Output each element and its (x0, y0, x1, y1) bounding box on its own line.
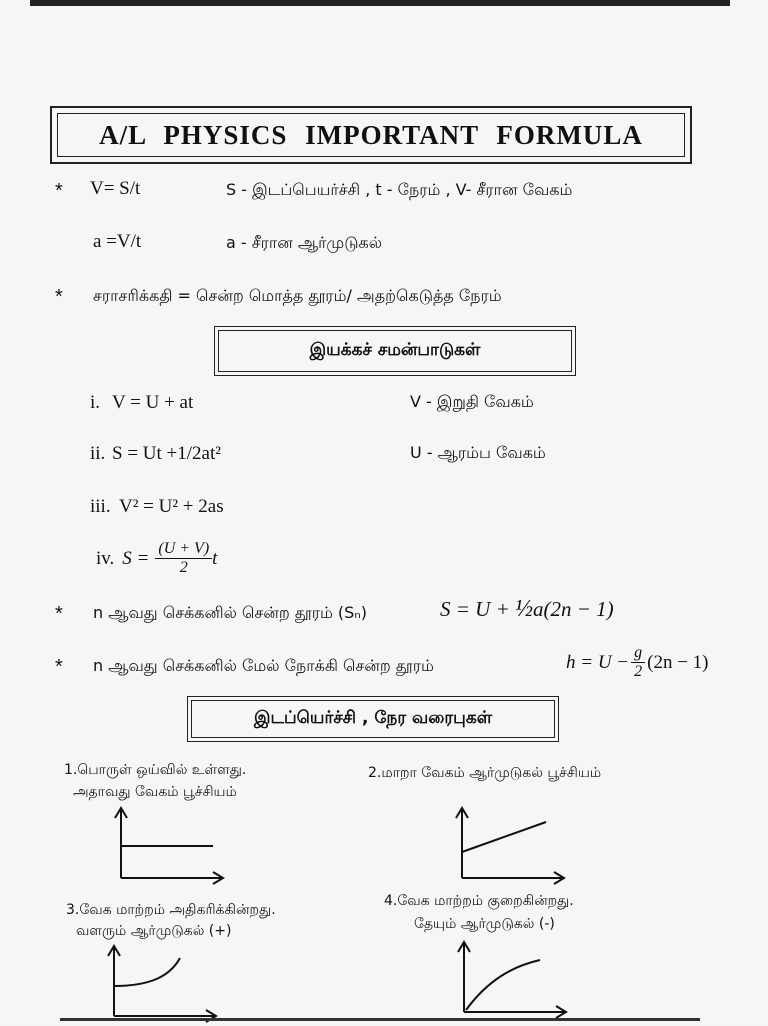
graph-4-label: 4.வேக மாற்றம் குறைகின்றது. (384, 893, 574, 909)
equation-3: V² = U² + 2as (119, 496, 224, 517)
graph-constant-velocity (446, 800, 576, 890)
equation-4-fraction (155, 540, 212, 577)
equation-1: V = U + at (112, 392, 194, 413)
graph-increasing-acceleration (98, 936, 228, 1026)
graph-rest (105, 800, 235, 890)
graph-decreasing-acceleration (448, 930, 578, 1020)
graph-4-sublabel: தேயும் ஆர்முடுகல் (-) (414, 916, 555, 932)
graph-3-sublabel: வளரும் ஆர்முடுகல் (+) (76, 923, 232, 939)
graph-3-label: 3.வேக மாற்றம் அதிகரிக்கின்றது. (66, 902, 276, 918)
fraction-denominator: 2 (634, 663, 643, 680)
fraction-numerator: (U + V) (155, 540, 212, 559)
equation-number: i. (90, 392, 101, 413)
equation-2: S = Ut +1/2at² (112, 443, 221, 464)
bullet-star: * (55, 180, 63, 202)
formula-part: a(2n − 1) (533, 597, 614, 621)
formula-fraction (631, 644, 645, 681)
section-heading-equations-of-motion: இயக்கச் சமன்பாடுகள் (218, 330, 572, 372)
equation-number: iii. (90, 496, 111, 517)
acceleration-description: a - சீரான ஆர்முடுகல் (226, 233, 382, 252)
graph-1-label: 1.பொருள் ஒய்வில் உள்ளது. (64, 762, 247, 778)
formula-rhs: (2n − 1) (647, 651, 709, 673)
formula-acceleration: a =V/t (93, 231, 142, 252)
bullet-star: * (55, 286, 63, 308)
nth-second-upward-description: n ஆவது செக்கனில் மேல் நோக்கி சென்ற தூரம் (93, 656, 434, 675)
nth-second-distance-description: n ஆவது செக்கனில் சென்ற தூரம் (Sₙ) (93, 603, 367, 622)
page-title: A/L PHYSICS IMPORTANT FORMULA (57, 113, 685, 157)
bullet-star: * (55, 603, 63, 625)
average-speed-definition: சராசரிக்கதி = சென்ற மொத்த தூரம்/ அதற்கெடுத்த நேரம் (93, 286, 502, 305)
displacement-line (462, 822, 546, 852)
equation-4-lhs: S = (122, 547, 150, 569)
velocity-description: S - இடப்பெயர்ச்சி , t - நேரம் , V- சீரான வேகம் (226, 180, 573, 199)
formula-velocity: V= S/t (90, 178, 141, 199)
title-box (50, 106, 692, 164)
displacement-curve (114, 958, 180, 986)
formula-part: S = U + (440, 597, 516, 621)
formula-lhs: h = U − (566, 651, 630, 673)
bullet-star: * (55, 656, 63, 678)
graph-2-label: 2.மாறா வேகம் ஆர்முடுகல் பூச்சியம் (368, 765, 602, 781)
equation-4 (96, 540, 217, 577)
top-edge-rule (30, 0, 730, 6)
equation-number: ii. (90, 443, 106, 464)
bottom-edge-rule (60, 1018, 700, 1021)
equation-4-rhs: t (212, 547, 218, 569)
section-heading-box (214, 326, 576, 376)
one-half: ½ (515, 596, 534, 622)
graph-1-sublabel: அதாவது வேகம் பூச்சியம் (73, 784, 237, 800)
nth-second-upward-formula (566, 644, 709, 681)
fraction-numerator: g (631, 644, 645, 663)
equation-number: iv. (96, 547, 115, 569)
fraction-denominator: 2 (179, 559, 188, 576)
displacement-curve (466, 960, 540, 1010)
nth-second-formula (440, 596, 614, 623)
section-heading-displacement-time-graphs: இடப்யெர்ச்சி , நேர வரைபுகள் (191, 700, 555, 738)
final-velocity-description: V - இறுதி வேகம் (410, 392, 534, 411)
initial-velocity-description: U - ஆரம்ப வேகம் (410, 443, 546, 462)
section-heading-box (187, 696, 559, 742)
